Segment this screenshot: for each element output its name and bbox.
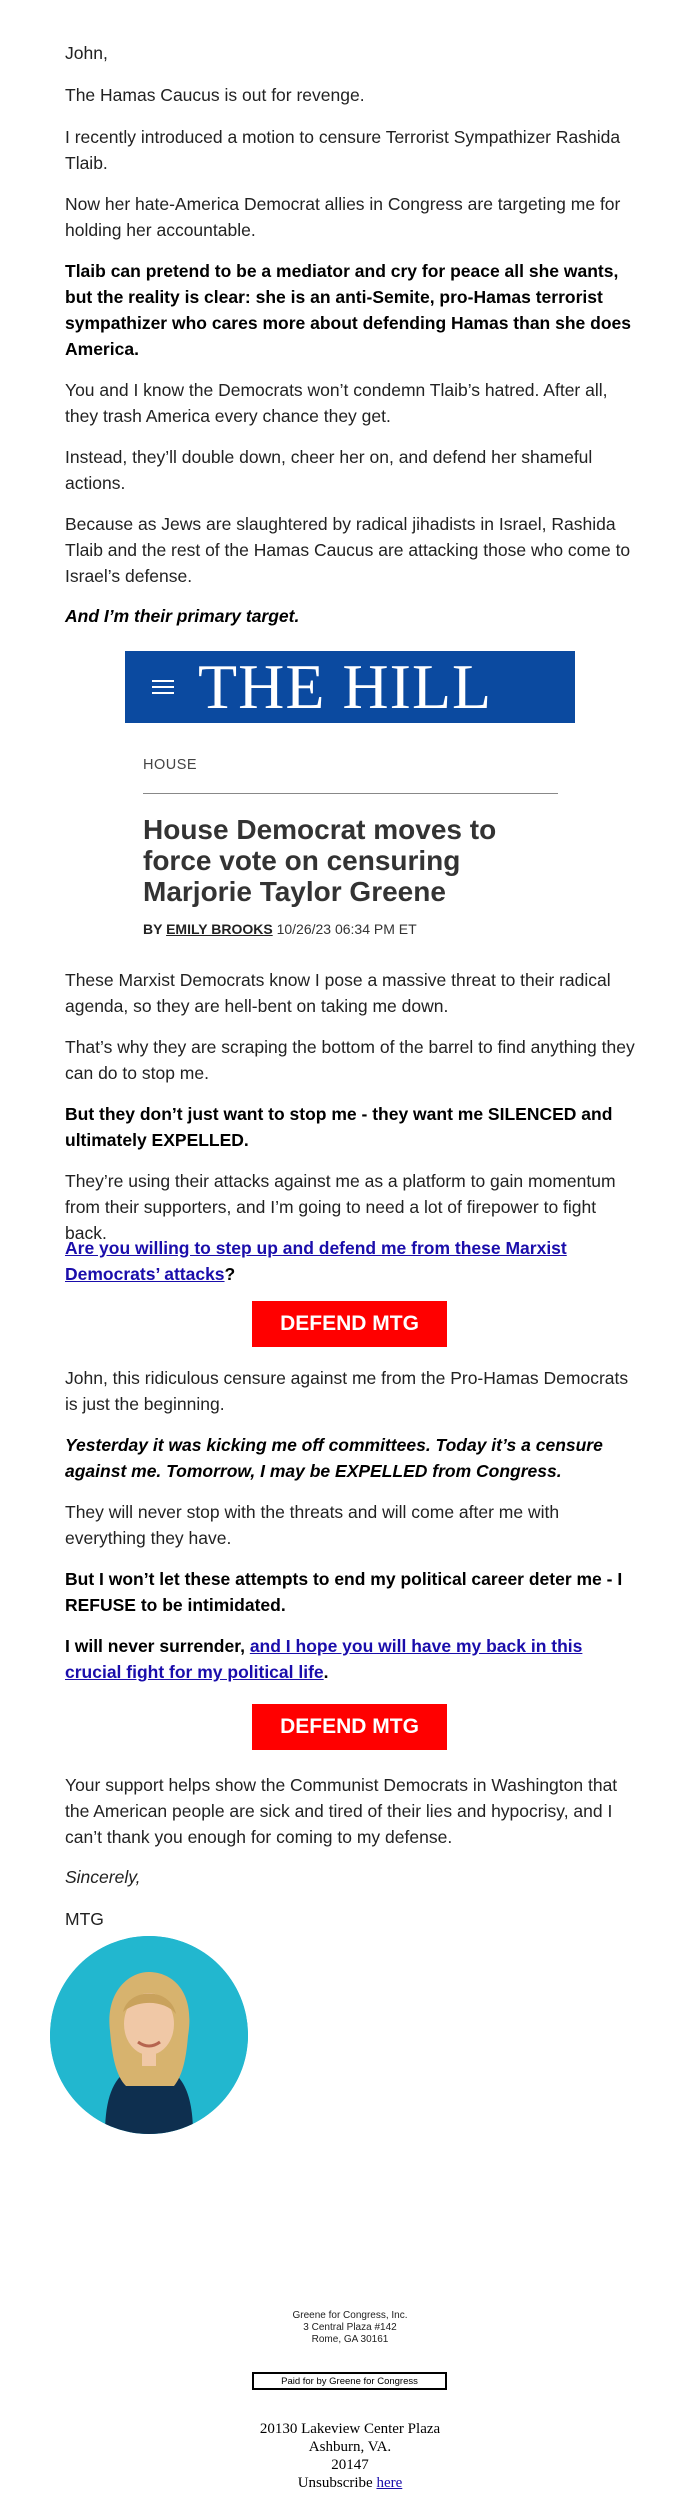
paragraph-17: But I won’t let these attempts to end my political career deter me - I REFUSE to be intimidated. <box>65 1569 623 1615</box>
footer-address-2: Rome, GA 30161 <box>311 2334 389 2345</box>
mailing-address-2: Ashburn, VA. <box>308 2439 392 2455</box>
byline-prefix: BY <box>143 921 167 937</box>
article-divider <box>143 793 558 794</box>
paragraph-18 <box>65 1633 640 1685</box>
paragraph-5: You and I know the Democrats won’t condemn Tlaib’s hatred. After all, they trash America every chance they get. <box>65 380 608 426</box>
unsubscribe-link[interactable]: here <box>376 2475 403 2491</box>
article-byline <box>143 921 417 937</box>
paid-for-disclaimer: Paid for by Greene for Congress <box>252 2372 447 2390</box>
unsubscribe-text: Unsubscribe <box>297 2475 377 2491</box>
paragraph-13 <box>65 1235 640 1287</box>
avatar <box>50 1936 248 2134</box>
paragraph-1: The Hamas Caucus is out for revenge. <box>65 85 365 105</box>
defend-me-link[interactable]: Are you willing to step up and defend me from these Marxist Democrats’ attacks <box>65 1238 567 1284</box>
have-my-back-link[interactable]: and I hope you will have my back in this crucial fight for my political life <box>65 1636 583 1682</box>
paragraph-19: Your support helps show the Communist Democrats in Washington that the American people are sick and tired of their lies and hypocrisy, and I can’t thank you enough for coming to my defense. <box>65 1775 618 1847</box>
signature: MTG <box>65 1909 104 1929</box>
paragraph-11: But they don’t just want to stop me - they want me SILENCED and ultimately EXPELLED. <box>65 1104 613 1150</box>
hamburger-menu-icon <box>152 676 174 698</box>
paragraph-18-end: . <box>323 1662 329 1682</box>
paragraph-15: Yesterday it was kicking me off committees. Today it’s a censure against me. Tomorrow, I may be EXPELLED from Congress. <box>65 1435 603 1481</box>
the-hill-logo: THE HILL <box>198 651 493 722</box>
sign-off: Sincerely, <box>65 1867 141 1887</box>
paragraph-7: Because as Jews are slaughtered by radical jihadists in Israel, Rashida Tlaib and the rest of the Hamas Caucus are attacking those who come to Israel’s defense. <box>65 514 631 586</box>
paragraph-12: They’re using their attacks against me as a platform to gain momentum from their supporters, and I’m going to need a lot of firepower to fight back. <box>65 1171 616 1243</box>
article-author: EMILY BROOKS <box>166 921 273 937</box>
paragraph-13-end: ? <box>224 1264 236 1284</box>
paragraph-14: John, this ridiculous censure against me from the Pro-Hamas Democrats is just the beginning. <box>65 1368 629 1414</box>
article-headline: House Democrat moves to force vote on censuring Marjorie Taylor Greene <box>143 814 497 907</box>
greeting: John, <box>65 43 108 63</box>
the-hill-banner[interactable] <box>125 651 575 723</box>
portrait-image <box>50 1936 248 2134</box>
article-date: 10/26/23 06:34 PM ET <box>272 921 417 937</box>
paragraph-10: That’s why they are scraping the bottom of the barrel to find anything they can do to stop me. <box>65 1037 635 1083</box>
footer-address-1: 3 Central Plaza #142 <box>303 2322 397 2333</box>
paragraph-3: Now her hate-America Democrat allies in Congress are targeting me for holding her accountable. <box>65 194 621 240</box>
paragraph-9: These Marxist Democrats know I pose a massive threat to their radical agenda, so they are hell-bent on taking me down. <box>65 970 611 1016</box>
paragraph-16: They will never stop with the threats and will come after me with everything they have. <box>65 1502 560 1548</box>
unsubscribe-line <box>0 2475 700 2492</box>
footer-org: Greene for Congress, Inc. <box>292 2310 408 2321</box>
paragraph-2: I recently introduced a motion to censure Terrorist Sympathizer Rashida Tlaib. <box>65 127 621 173</box>
article-section: HOUSE <box>143 757 198 773</box>
paragraph-4: Tlaib can pretend to be a mediator and cry for peace all she wants, but the reality is clear: she is an anti-Semite, pro-Hamas terrorist sympathizer who cares more about defending Hamas than she does America. <box>65 261 631 359</box>
paragraph-6: Instead, they’ll double down, cheer her on, and defend her shameful actions. <box>65 447 593 493</box>
paragraph-18-start: I will never surrender, <box>65 1636 250 1656</box>
mailing-address-1: 20130 Lakeview Center Plaza <box>259 2421 441 2437</box>
mailing-zip: 20147 <box>331 2457 369 2473</box>
paragraph-8: And I’m their primary target. <box>65 606 300 626</box>
defend-mtg-button-2[interactable]: DEFEND MTG <box>252 1704 447 1750</box>
defend-mtg-button-1[interactable]: DEFEND MTG <box>252 1301 447 1347</box>
